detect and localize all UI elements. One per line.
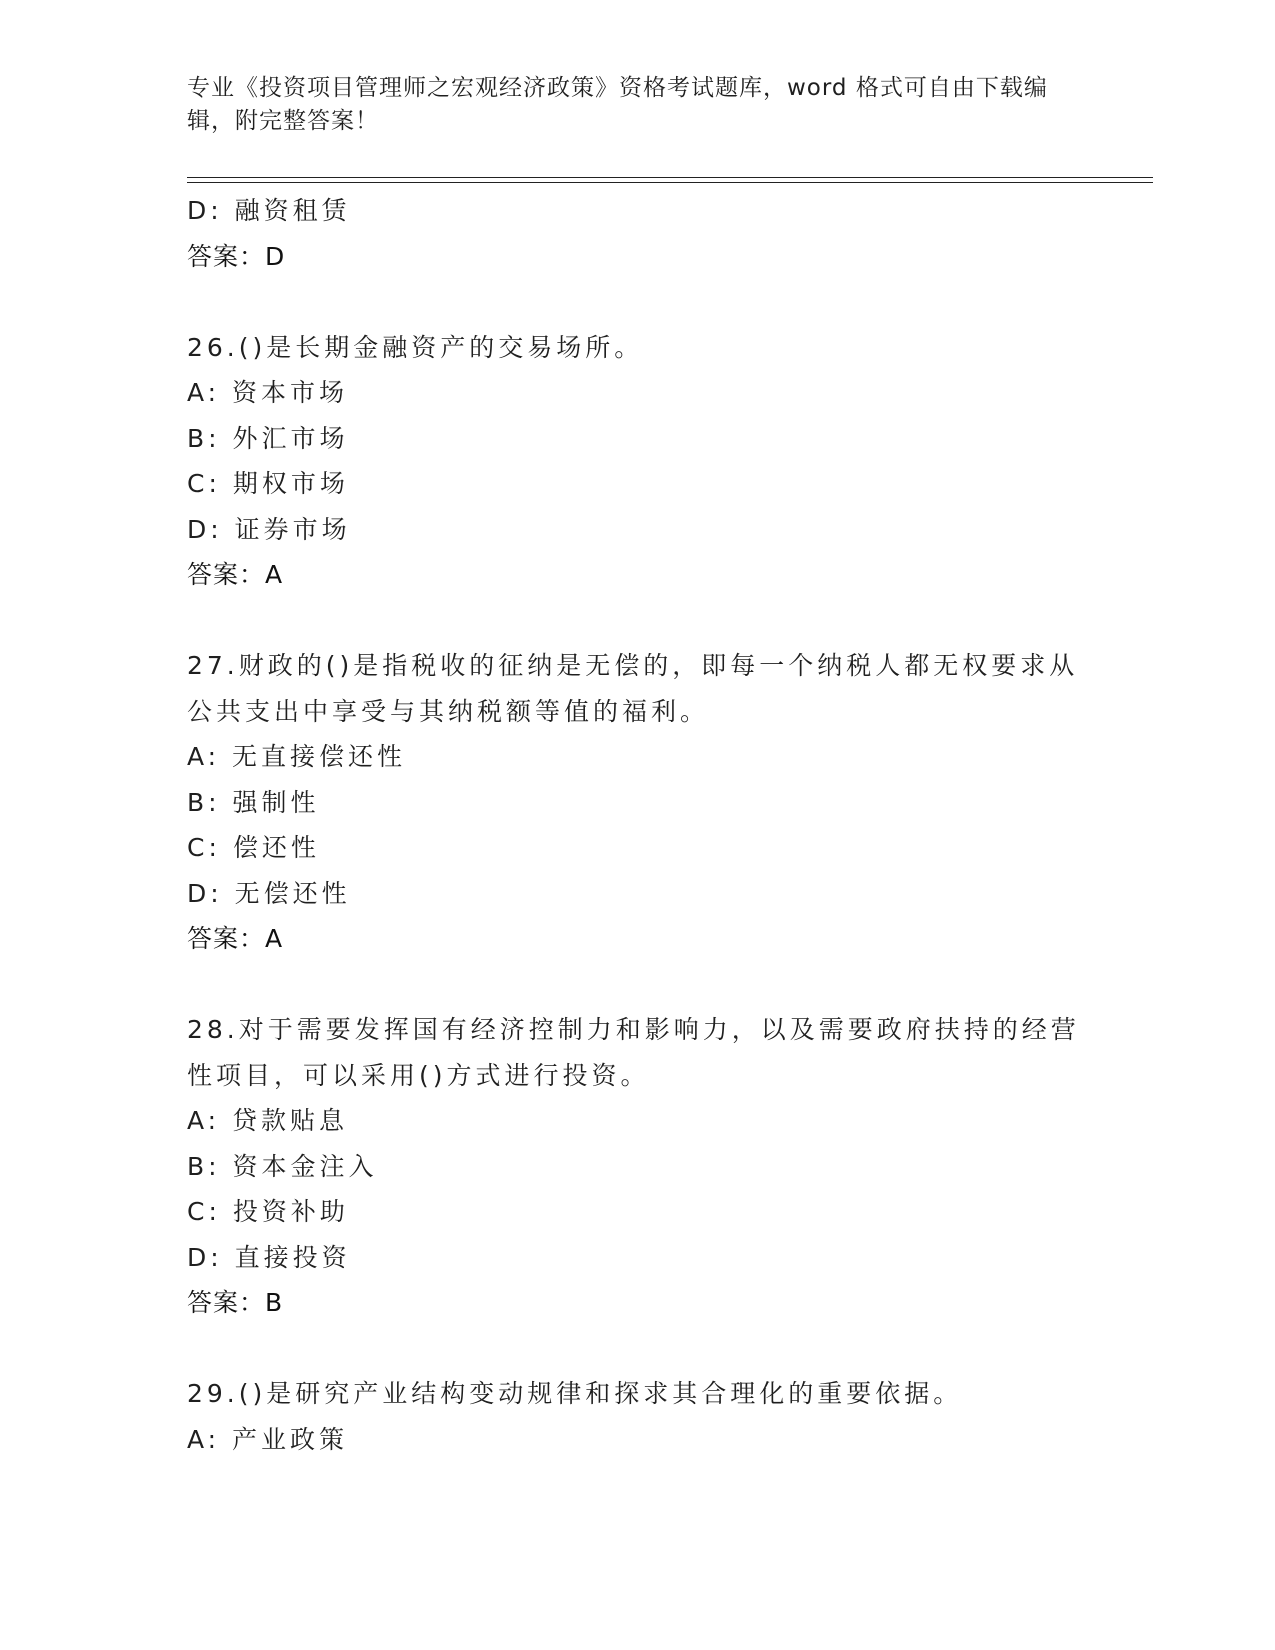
spacer — [187, 279, 1087, 325]
option-b: B: 强制性 — [187, 787, 320, 817]
header-line-2: 辑，附完整答案！ — [187, 108, 379, 134]
answer-line: 答案：A — [187, 560, 284, 589]
question-text: 29.()是研究产业结构变动规律和探求其合理化的重要依据。 — [187, 1379, 963, 1408]
answer-line: 答案：D — [187, 241, 286, 271]
question-text: 27.财政的()是指税收的征纳是无偿的，即每一个纳税人都无权要求从 — [187, 651, 1079, 680]
question-27 — [187, 643, 1087, 962]
spacer — [187, 962, 1087, 1008]
option-b: B: 资本金注入 — [187, 1151, 378, 1181]
option-c: C: 期权市场 — [187, 469, 349, 498]
option-d: D: 直接投资 — [187, 1242, 351, 1272]
question-text: 28.对于需要发挥国有经济控制力和影响力，以及需要政府扶持的经营 — [187, 1015, 1080, 1044]
answer-line: 答案：B — [187, 1288, 284, 1317]
spacer — [187, 598, 1087, 644]
header-divider-bottom — [187, 182, 1153, 183]
question-text: 26.()是长期金融资产的交易场所。 — [187, 332, 644, 362]
header-line-1: 专业《投资项目管理师之宏观经济政策》资格考试题库，word 格式可自由下载编 — [187, 75, 1048, 101]
option-d: D: 融资租赁 — [187, 196, 351, 225]
document-header — [187, 72, 1067, 138]
option-a: A: 资本市场 — [187, 378, 349, 407]
option-d: D: 证券市场 — [187, 514, 351, 544]
header-divider-top — [187, 177, 1153, 178]
question-text-continued: 公共支出中享受与其纳税额等值的福利。 — [187, 696, 710, 726]
option-a: A: 无直接偿还性 — [187, 742, 407, 771]
question-text-continued: 性项目，可以采用()方式进行投资。 — [187, 1060, 650, 1090]
question-list — [187, 188, 1087, 1462]
option-c: C: 投资补助 — [187, 1197, 349, 1226]
question-28 — [187, 1007, 1087, 1326]
option-b: B: 外汇市场 — [187, 423, 349, 453]
option-a: A: 产业政策 — [187, 1424, 349, 1454]
option-a: A: 贷款贴息 — [187, 1106, 349, 1135]
spacer — [187, 1326, 1087, 1372]
question-29 — [187, 1371, 1087, 1462]
option-d: D: 无偿还性 — [187, 878, 351, 908]
option-c: C: 偿还性 — [187, 833, 320, 862]
answer-line: 答案：A — [187, 924, 284, 953]
question-26 — [187, 325, 1087, 598]
